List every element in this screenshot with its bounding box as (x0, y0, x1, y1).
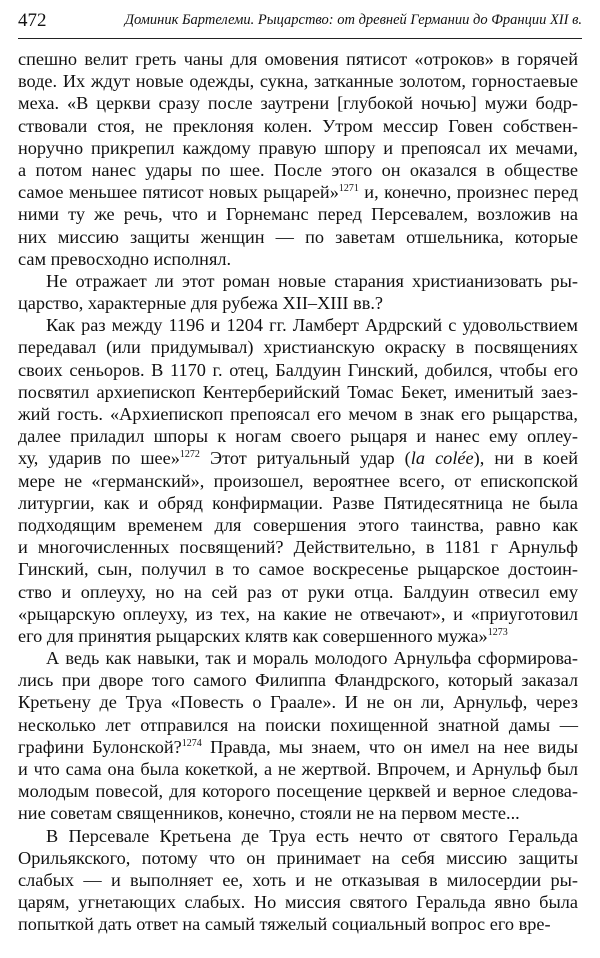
text-line: меха. «В церкви сразу после заутрени [глубокой ночью] мужи бодр- (18, 93, 578, 114)
italic-term: la colée (410, 448, 474, 469)
running-header (18, 8, 582, 39)
text-line: ху, ударив по шее»$^{1272}$ Этот ритуальный удар (la colée), ни в коей (18, 448, 578, 469)
text-line: А ведь как навыки, так и мораль молодого Арнульфа сформирова- (46, 648, 578, 669)
paragraph (18, 48, 578, 270)
paragraph (18, 647, 578, 825)
text-line: его для принятия рыцарских клятв как совершенного мужа»$^{1273}$ (18, 625, 508, 646)
text-line: и многочисленных посвящений? Действительно, в 1181 г Арнульф (18, 537, 578, 558)
text-line: лись при дворе того самого Филиппа Фландрского, который заказал (18, 670, 578, 691)
text-line: и что сама она была кокеткой, а не жертвой. Впрочем, и Арнульф был (18, 759, 578, 779)
text-line: далее приладил шпоры к ногам своего рыцаря и нанес ему оплеу- (18, 426, 578, 447)
text-line: Орильякского, потому что он принимает на себя миссию защиты (18, 847, 578, 868)
text-line: них миссию защиты женщин — по заветам отшельника, которые (18, 226, 578, 247)
text-line: передавал (или придумывал) христианскую окраску в посвящениях (18, 337, 578, 358)
running-title: Доминик Бартелеми. Рыцарство: от древней Германии до Франции XII в. (124, 12, 582, 28)
text-line: слабых — и выполняет ее, хоть и не отказывая в милосердии ры- (18, 869, 578, 890)
text-line: спешно велит греть чаны для омовения пятисот «отроков» в горячей (18, 49, 578, 69)
text-line: В Персевале Кретьена де Труа есть нечто от святого Геральда (46, 825, 578, 846)
text-line: молодым повесой, для которого посещение церквей и верное следова- (18, 781, 578, 802)
text-line: несколько лет отправился на поиски похищенной знатной дамы — (18, 714, 578, 735)
footnote-ref[interactable]: 1271 (338, 183, 359, 195)
text-line: своих сеньоров. В 1170 г. отец, Балдуин Гинский, добился, чтобы его (18, 359, 578, 380)
text-line: а потом нанес удары по шее. После этого он оказался в обществе (18, 159, 578, 180)
text-line: подходящим временем для совершения этого таинства, равно как (18, 514, 578, 535)
footnote-ref[interactable]: 1274 (181, 737, 202, 749)
text-line: Кретьену де Труа «Повесть о Граале». И не он ли, Арнульф, через (18, 692, 578, 713)
text-line: самое меньшее пятисот новых рыцарей»$^{1271}$ и, конечно, произнес перед (18, 182, 578, 203)
text-line: ними ту же речь, что и Горнеманс перед Персевалем, возложив на (18, 204, 578, 225)
text-line: Не отражает ли этот роман новые старания христианизовать ры- (46, 270, 578, 291)
text-line: ние советам священников, конечно, стояли не на первом месте... (18, 803, 520, 824)
paragraph (18, 825, 578, 936)
text-line: Гинский, сын, получил в то самое воскресенье рыцарское достоин- (18, 559, 578, 580)
text-line: ство и оплеуху, но на сей раз от руки отца. Балдуин отвесил ему (18, 581, 578, 602)
text-line: «рыцарскую оплеуху, из тех, на какие не отвечают», и «приуготовил (18, 603, 578, 624)
paragraph (18, 314, 578, 647)
text-line: царям, угнетающих слабых. Но миссия святого Геральда явно была (18, 892, 578, 913)
text-line: графини Булонской?$^{1274}$ Правда, мы знаем, что он имел на нее виды (18, 736, 578, 757)
text-line: воде. Их ждут новые одежды, сукна, затканные золотом, горностаевые (18, 71, 578, 92)
paragraph (18, 270, 578, 314)
text-line: жий гость. «Архиепископ препоясал его мечом в знак его рыцарства, (18, 404, 578, 424)
text-line: мере не «германский», произошел, вероятнее всего, от епископской (18, 470, 578, 491)
text-line: норучно прикрепил каждому правую шпору и препоясал их мечами, (18, 137, 578, 158)
text-line: сам превосходно исполнял. (18, 248, 232, 269)
text-line: царство, характерные для рубежа XII–XIII вв.? (18, 293, 384, 314)
body-text (18, 48, 578, 936)
footnote-ref[interactable]: 1272 (179, 449, 200, 461)
text-line: попыткой дать ответ на самый тяжелый социальный вопрос его вре- (18, 914, 551, 935)
text-line: посвятил архиепископ Кентерберийский Томас Бекет, именитый заез- (18, 381, 578, 402)
text-line: Как раз между 1196 и 1204 гг. Ламберт Ардрский с удовольствием (46, 315, 578, 336)
text-line: литургии, как и обряд конфирмации. Разве Пятидесятница не была (18, 492, 578, 513)
page-number: 472 (18, 10, 47, 31)
footnote-ref[interactable]: 1273 (487, 626, 508, 638)
text-line: ствовали стоя, не преклоняя колен. Утром мессир Говен собствен- (18, 115, 578, 136)
